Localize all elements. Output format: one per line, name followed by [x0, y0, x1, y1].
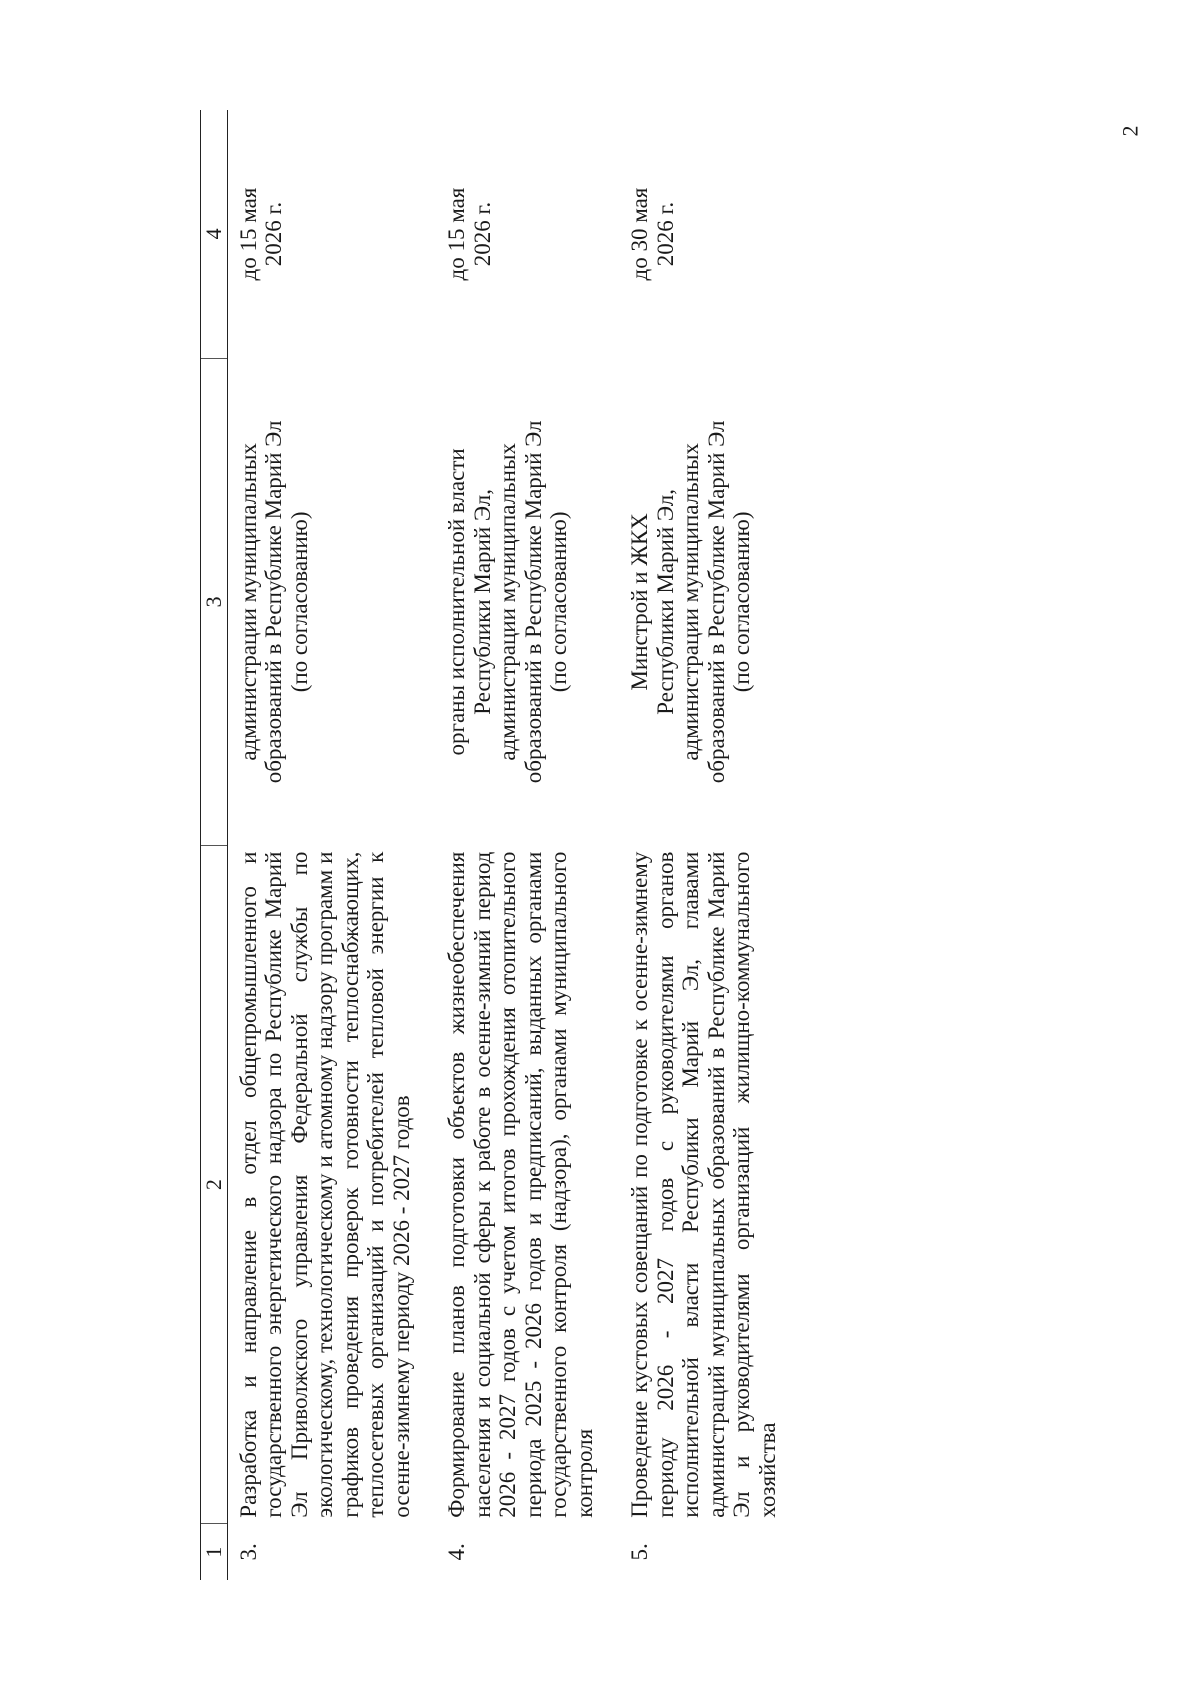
deadline-line: 2026 г. — [652, 201, 678, 267]
responsible-line: образований в Республике Марий Эл — [703, 420, 729, 784]
header-col-4: 4 — [201, 110, 228, 358]
deadline-line: до 30 мая — [627, 187, 652, 281]
responsible — [227, 358, 414, 846]
responsible-line: администрации муниципальных — [235, 443, 261, 761]
header-col-1: 1 — [201, 1524, 228, 1580]
responsible-line: образований в Республике Марий Эл — [520, 420, 546, 784]
responsible-line: Республики Марий Эл, — [652, 488, 678, 715]
responsible-line: администрации муниципальных — [678, 443, 703, 761]
page-number: 2 — [1117, 125, 1143, 137]
table-row — [227, 110, 414, 1580]
table-row — [436, 110, 597, 1580]
responsible-line: (по согласованию) — [729, 511, 754, 693]
deadline — [227, 110, 414, 358]
responsible-line: (по согласованию) — [546, 511, 571, 693]
deadline-line: 2026 г. — [261, 201, 286, 267]
responsible — [436, 358, 597, 846]
responsible — [619, 358, 780, 846]
deadline — [436, 110, 597, 358]
row-spacer — [414, 110, 436, 1580]
header-col-2: 2 — [201, 846, 228, 1524]
responsible-line: Республики Марий Эл, — [469, 488, 495, 715]
table-header-row — [201, 110, 228, 1580]
task-text: Разработка и направление в отдел общепромышленного и государственного энергетического надзора по Республике Марий Эл Приволжского управления Федеральной службы по экологическому, технологическому и атомному надзору программ и графиков проведения проверок готовности теплоснабжающих, теплосетевых организаций и потребителей тепловой энергии к осенне-зимнему периоду 2026 - 2027 годов — [235, 851, 414, 1518]
row-number: 4. — [444, 1543, 469, 1561]
deadline-line: до 15 мая — [444, 187, 469, 281]
responsible-line: образований в Республике Марий Эл — [261, 420, 286, 784]
rotated-table-container — [200, 110, 975, 1580]
task-text: Формирование планов подготовки объектов жизнеобеспечения населения и социальной сферы к работе в осенне-зимний период 2026 - 2027 годов с учетом итогов прохождения отопительного периода 2025 - 2026 годов и предписаний, выданных органами государственного контроля (надзора), органами муниципального контроля — [444, 851, 597, 1518]
deadline — [619, 110, 780, 358]
row-number: 3. — [235, 1543, 261, 1561]
responsible-line: администрации муниципальных — [495, 443, 520, 761]
responsible-line: органы исполнительной власти — [444, 448, 469, 756]
row-spacer — [597, 110, 619, 1580]
task-text: Проведение кустовых совещаний по подготовке к осенне-зимнему периоду 2026 - 2027 годов с руководителями органов исполнительной власти Республики Марий Эл, главами администраций муниципальных образований в Республике Марий Эл и руководителями организаций жилищно-коммунального хозяйства — [627, 851, 780, 1518]
responsible-line: Минстрой и ЖКХ — [627, 513, 652, 691]
responsible-line: (по согласованию) — [286, 511, 312, 693]
table-row — [619, 110, 780, 1580]
deadline-line: 2026 г. — [469, 201, 495, 267]
measures-table — [200, 110, 780, 1580]
header-col-3: 3 — [201, 358, 228, 846]
deadline-line: до 15 мая — [235, 187, 261, 281]
row-number: 5. — [627, 1543, 652, 1561]
